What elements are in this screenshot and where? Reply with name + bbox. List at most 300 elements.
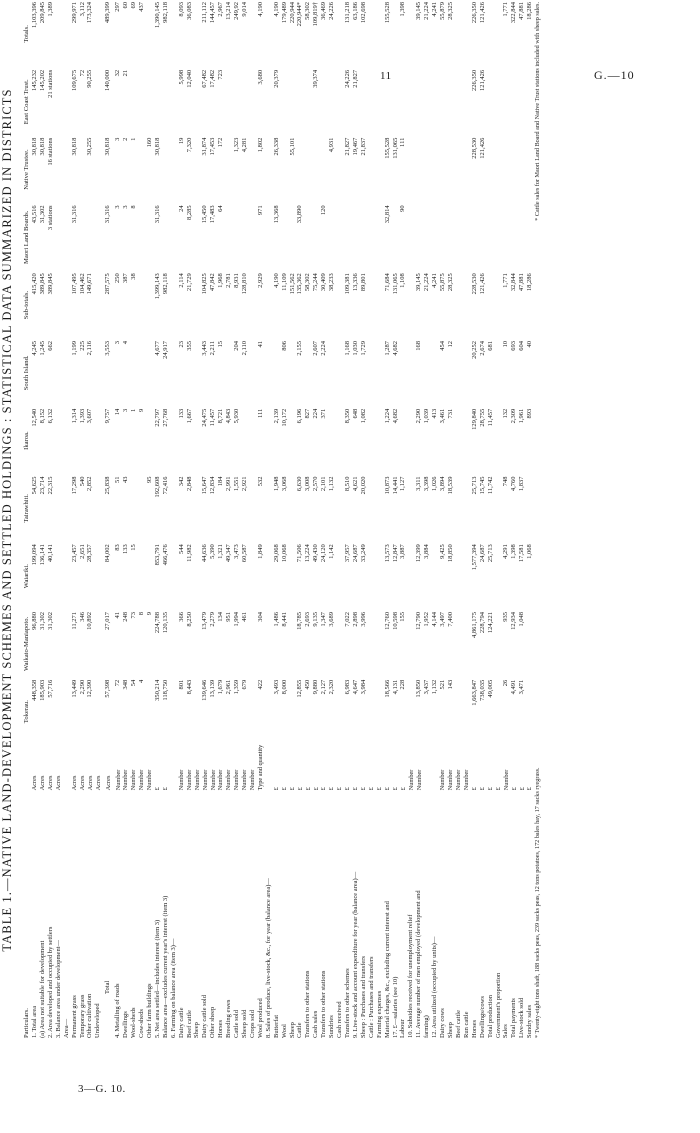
footnote-2: * Cattle sales for Maori Land Board and Native Trust stations included with sheep sales. — [534, 2, 542, 221]
cell-value: 1,771 — [502, 273, 510, 288]
cell-value: 58,302 — [304, 273, 312, 292]
table-row — [320, 0, 328, 1040]
cell-value: 17,453 — [209, 137, 217, 156]
cell-value — [249, 0, 257, 68]
cell-value — [281, 68, 289, 136]
row-label: Cash received — [336, 1001, 344, 1038]
cell-value: 8,093 — [177, 2, 185, 17]
row-label: Dairy cows — [439, 1008, 447, 1038]
cell-value: 1,771 — [502, 2, 510, 17]
cell-value: 1,245 — [38, 340, 46, 356]
cell-value: 4,190 — [272, 2, 280, 17]
cell-value — [368, 407, 376, 475]
cell-value: 461 — [241, 612, 248, 622]
cell-value: 30,818 — [38, 137, 46, 156]
cell-value — [376, 407, 384, 475]
cell-value: 4,281 — [241, 137, 248, 153]
cell-value — [447, 68, 455, 136]
row-label: Transfers to other stations — [304, 970, 312, 1038]
cell-value: 2,848 — [185, 476, 193, 492]
cell-value — [265, 136, 273, 204]
row-unit: £ — [375, 787, 383, 791]
cell-value: 8,441 — [280, 612, 288, 627]
cell-value: 43,516 — [31, 205, 39, 224]
cell-value — [249, 474, 257, 542]
cell-value: 9,880 — [312, 679, 320, 695]
cell-value: 6,630 — [296, 476, 304, 492]
statistical-table — [23, 0, 542, 1040]
cell-value: 18,286 — [526, 273, 534, 292]
cell-value: 64 — [217, 205, 225, 212]
cell-value — [63, 203, 71, 271]
cell-value: 11,271 — [70, 612, 78, 630]
cell-value — [431, 136, 439, 204]
cell-value: 454 — [439, 340, 447, 351]
cell-value: 145,202 — [38, 69, 46, 92]
cell-value — [407, 203, 415, 271]
row-unit — [423, 746, 431, 793]
cell-value: 250 — [114, 273, 122, 283]
row-label: Wool produced — [256, 998, 264, 1038]
cell-value: 41 — [256, 340, 264, 348]
table-row — [233, 0, 241, 1040]
cell-value: 8,250 — [185, 612, 193, 627]
cell-value — [320, 68, 328, 136]
cell-value — [368, 68, 376, 136]
cell-value: 225 — [78, 340, 86, 351]
cell-value: 39,374 — [312, 69, 320, 88]
cell-value — [170, 203, 178, 271]
cell-value: 173,324 — [86, 2, 94, 24]
cell-value: 8 — [138, 612, 146, 616]
row-unit — [431, 746, 439, 793]
cell-value: 155 — [399, 612, 407, 622]
cell-value — [407, 542, 415, 610]
cell-value — [138, 474, 146, 542]
cell-value: 69 — [130, 2, 138, 9]
cell-value — [63, 68, 71, 136]
row-label: Other farm buildings — [145, 983, 153, 1038]
cell-value — [495, 271, 503, 339]
cell-value — [138, 68, 146, 136]
table-row — [122, 0, 130, 1040]
cell-value: 3,068 — [280, 476, 288, 492]
cell-value: 8,000 — [280, 679, 288, 695]
cell-value: 1,679 — [217, 679, 225, 695]
row-label: Cow-sheds — [138, 1009, 146, 1038]
cell-value — [289, 339, 297, 407]
cell-value — [518, 68, 526, 136]
row-label: Wool — [280, 1024, 288, 1038]
cell-value — [336, 474, 344, 542]
column-header-2: Tokerau. — [23, 700, 30, 724]
cell-value: 1,068 — [526, 544, 534, 559]
cell-value: 89,801 — [359, 273, 367, 292]
cell-value — [94, 474, 102, 542]
cell-value: 39,145 — [415, 273, 423, 292]
table-row — [39, 0, 47, 1040]
cell-value: 19 — [177, 137, 185, 145]
cell-value: 15 — [130, 544, 138, 551]
cell-value — [170, 339, 178, 407]
row-unit: £ — [312, 787, 320, 791]
row-unit: Acres — [55, 775, 63, 791]
cell-value: 1,347 — [320, 612, 328, 627]
row-label: Sales — [502, 1024, 510, 1038]
cell-value: 28,357 — [86, 544, 94, 563]
cell-value: 6,132 — [46, 408, 54, 424]
cell-value: 1,199 — [70, 340, 78, 356]
cell-value — [265, 203, 273, 271]
cell-value: 2 — [122, 137, 130, 141]
row-unit: Number — [415, 769, 423, 791]
table-row — [249, 0, 257, 1040]
cell-value: 12 — [446, 340, 454, 348]
table-row — [130, 0, 138, 1040]
cell-value: 1,030 — [351, 340, 359, 356]
table-row — [487, 0, 495, 1040]
cell-value — [407, 136, 415, 204]
table-row — [273, 0, 281, 1040]
cell-value: 192,608 — [153, 476, 161, 498]
cell-value — [170, 68, 178, 136]
cell-value: 199,094 — [31, 544, 39, 566]
cell-value: 20,379 — [272, 69, 280, 88]
cell-value: 109,819† — [312, 2, 320, 27]
cell-value — [249, 407, 257, 475]
cell-value: 1,663,847 — [470, 679, 478, 706]
cell-value: 22,315 — [46, 476, 54, 495]
cell-value: 8,350 — [343, 408, 351, 424]
cell-value: 4,621 — [351, 476, 359, 492]
cell-value — [495, 407, 503, 475]
cell-value — [146, 203, 154, 271]
cell-value: 13,573 — [383, 544, 391, 563]
cell-value: 47,842 — [209, 273, 217, 292]
cell-value: 1,398 — [399, 2, 407, 17]
cell-value — [130, 339, 138, 407]
cell-value — [265, 271, 273, 339]
cell-value: 2,898 — [351, 612, 359, 627]
cell-value: 13,139 — [209, 679, 217, 698]
table-row — [281, 0, 289, 1040]
cell-value — [281, 203, 289, 271]
table-title: TABLE 1.—NATIVE LAND-DEVELOPMENT SCHEMES AND SETTLED HOLDINGS : STATISTICAL DATA SUMMARIZED IN DISTRICTS — [0, 88, 14, 952]
cell-value — [455, 0, 463, 68]
cell-value: 185,903 — [38, 679, 46, 701]
cell-value: 72,416 — [161, 476, 169, 495]
cell-value — [471, 203, 479, 271]
cell-value: 107,495 — [70, 273, 78, 295]
cell-value: 155,528 — [383, 137, 391, 159]
cell-value — [79, 203, 87, 271]
cell-value: 51 — [114, 476, 122, 483]
cell-value: 220,944* — [296, 2, 304, 27]
cell-value: 22,797 — [153, 408, 161, 427]
row-unit: Type and quantity — [257, 744, 265, 791]
cell-value: 366 — [177, 612, 185, 622]
cell-value: 4,861,175 — [470, 612, 478, 639]
cell-value: 13,336 — [351, 273, 359, 292]
cell-value: 15,745 — [478, 476, 486, 495]
table-row — [217, 0, 225, 1040]
table-row — [31, 0, 39, 1040]
cell-value — [463, 136, 471, 204]
cell-value — [265, 0, 273, 68]
cell-value: 220,944 — [288, 2, 296, 24]
cell-value — [55, 271, 63, 339]
cell-value: 2,967 — [217, 2, 225, 17]
cell-value — [495, 610, 503, 678]
cell-value: 84,002 — [104, 544, 112, 563]
row-label: Balance area—excludes current year's interest (item 3) — [161, 895, 169, 1038]
row-label: 9. Live-stock and account expenditure for year (balance area)— — [351, 871, 359, 1038]
table-foot — [534, 0, 542, 1040]
cell-value — [510, 68, 518, 136]
cell-value: 17,482 — [209, 69, 217, 88]
cell-value — [368, 542, 376, 610]
cell-value: 72 — [114, 679, 122, 687]
cell-value: 12,847 — [391, 544, 399, 563]
cell-value: 12,934 — [510, 612, 518, 630]
cell-value: 9,135 — [312, 612, 320, 627]
row-label: Government's proportion — [494, 972, 502, 1038]
cell-value: 57,716 — [46, 679, 54, 698]
cell-value: 10,873 — [383, 476, 391, 495]
row-unit: Number — [177, 769, 185, 791]
cell-value — [336, 678, 344, 746]
row-label: Horses — [470, 1019, 478, 1038]
cell-value — [138, 339, 146, 407]
cell-value: 7,320 — [185, 137, 193, 153]
cell-value: 2,674 — [478, 340, 486, 356]
row-label: Area— — [62, 1018, 70, 1038]
cell-value: 33,249 — [359, 544, 367, 563]
cell-value: 18,785 — [296, 612, 304, 630]
table-row — [328, 0, 336, 1040]
cell-value: 21,224 — [423, 2, 431, 20]
row-label: 8. Sales of produce, live-stock, &c., for year (balance area)— — [264, 878, 272, 1038]
cell-value: 1,132 — [328, 476, 336, 492]
cell-value: 23,714 — [38, 476, 46, 495]
cell-value — [487, 136, 495, 204]
row-unit: Acres — [47, 775, 55, 791]
cell-value: 19,467 — [351, 137, 359, 156]
cell-value: 28,325 — [446, 273, 454, 292]
cell-value — [463, 68, 471, 136]
cell-value: 10,172 — [280, 408, 288, 427]
table-row — [304, 0, 312, 1040]
cell-value — [439, 136, 447, 204]
row-label: farming) — [423, 1015, 431, 1038]
row-label: Cattle sold — [233, 1010, 241, 1038]
cell-value: 104,462 — [78, 273, 86, 295]
cell-value: 4,144 — [431, 612, 439, 627]
cell-value — [376, 136, 384, 204]
cell-value — [249, 203, 257, 271]
cell-value: 11,457 — [486, 408, 494, 427]
cell-value: 13,214 — [225, 2, 233, 20]
cell-value — [94, 0, 102, 68]
row-unit: Number — [114, 769, 122, 791]
cell-value — [376, 678, 384, 746]
table-row — [423, 0, 431, 1040]
row-label: 12. Area utilized (occupied by units)— — [431, 936, 439, 1038]
cell-value — [146, 271, 154, 339]
column-header-4: Waiariki. — [23, 564, 30, 589]
table-row — [241, 0, 249, 1040]
row-unit: Number — [138, 769, 146, 791]
cell-value: 3,437 — [423, 679, 431, 695]
cell-value: 15,450 — [201, 205, 209, 224]
cell-value: 13,368 — [272, 205, 280, 224]
cell-value — [336, 339, 344, 407]
cell-value: 9 — [138, 408, 146, 412]
cell-value: 12,399 — [415, 544, 423, 563]
row-label: Other sheep — [209, 1006, 217, 1038]
cell-value: 121,426 — [478, 2, 486, 24]
row-label: Farming expenses — [375, 990, 383, 1038]
cell-value: 297 — [114, 2, 122, 12]
cell-value: 10 — [502, 340, 510, 348]
cell-value: 3,112 — [78, 2, 86, 17]
cell-value: 36,469 — [320, 2, 328, 20]
cell-value — [368, 678, 376, 746]
cell-value — [63, 271, 71, 339]
row-unit: Acres — [31, 775, 39, 791]
row-label: Dwellings — [122, 1011, 130, 1038]
cell-value: 134 — [217, 612, 225, 622]
row-unit: Number — [241, 769, 249, 791]
cell-value: 1,142 — [328, 544, 336, 559]
cell-value — [518, 203, 526, 271]
cell-value: 155,528 — [383, 2, 391, 24]
cell-value — [336, 271, 344, 339]
cell-value — [193, 339, 201, 407]
cell-value — [407, 68, 415, 136]
cell-value: 28,755 — [478, 408, 486, 427]
cell-value — [352, 203, 360, 271]
cell-value: 8,152 — [38, 408, 46, 424]
cell-value — [63, 136, 71, 204]
cell-value — [360, 203, 368, 271]
cell-value: 1,399,143 — [153, 273, 161, 300]
cell-value — [455, 68, 463, 136]
row-label: Dairy cattle — [177, 1007, 185, 1038]
cell-value: 951 — [225, 612, 233, 622]
row-unit: Number — [193, 769, 201, 791]
cell-value — [55, 136, 63, 204]
cell-value: 2,991 — [225, 476, 233, 492]
cell-value: 681 — [486, 340, 494, 351]
cell-value: 662 — [46, 340, 54, 351]
cell-value — [233, 68, 241, 136]
row-unit: £ — [518, 787, 526, 791]
cell-value — [399, 68, 407, 136]
row-unit: £ — [336, 787, 344, 791]
cell-value: 145,232 — [31, 69, 39, 92]
column-header-5: Tairawhiti. — [23, 494, 30, 523]
cell-value: 2,116 — [86, 340, 94, 356]
cell-value — [170, 0, 178, 68]
row-label: Sheep sold — [241, 1009, 248, 1038]
cell-value: 37,957 — [343, 544, 351, 563]
cell-value — [526, 203, 534, 271]
cell-value: 29,068 — [272, 544, 280, 563]
cell-value: 422 — [256, 679, 264, 690]
cell-value: 10,892 — [86, 612, 94, 630]
column-header-12: Totals. — [23, 25, 30, 43]
cell-value — [130, 68, 138, 136]
cell-value: 299,971 — [70, 2, 78, 24]
cell-value — [368, 0, 376, 68]
row-label: Sheep — [446, 1022, 454, 1038]
cell-value — [193, 0, 201, 68]
cell-value: 12,855 — [296, 679, 304, 698]
cell-value — [495, 68, 503, 136]
row-unit: Acres — [86, 775, 94, 791]
cell-value: 24,226 — [328, 2, 336, 20]
table-row — [368, 0, 376, 1040]
row-label: Live-stock sold — [518, 997, 526, 1038]
cell-value — [241, 68, 249, 136]
cell-value: 38,233 — [328, 273, 336, 292]
cell-value — [154, 68, 162, 136]
cell-value: 149,671 — [86, 273, 94, 295]
cell-value: 8,285 — [185, 205, 193, 221]
cell-value — [265, 542, 273, 610]
cell-value: 3,473 — [233, 544, 241, 559]
cell-value: 3,887 — [399, 544, 407, 559]
cell-value: 228 — [399, 679, 407, 690]
cell-value: 228,794 — [478, 612, 486, 634]
row-unit: Number — [249, 769, 257, 791]
cell-value: 32 — [114, 69, 122, 77]
row-unit: £ — [162, 787, 170, 791]
cell-value: 30,818 — [104, 137, 112, 156]
cell-value: 11,109 — [280, 273, 288, 291]
cell-value — [249, 136, 257, 204]
row-label: Beef cattle — [185, 1010, 193, 1038]
cell-value — [55, 678, 63, 746]
cell-value: 4,245 — [31, 340, 39, 356]
cell-value: 6,196 — [296, 408, 304, 424]
cell-value — [360, 68, 368, 136]
cell-value: 1,968 — [217, 273, 225, 288]
cell-value: 118,750 — [161, 679, 169, 701]
cell-value — [138, 203, 146, 271]
cell-value: 32,814 — [383, 205, 391, 224]
cell-value: 2,781 — [225, 273, 233, 288]
table-row — [114, 0, 122, 1040]
cell-value: 8,721 — [217, 408, 225, 424]
cell-value: 31,302 — [38, 612, 46, 630]
row-unit: £ — [383, 787, 391, 791]
cell-value: 49,347 — [225, 544, 233, 563]
column-header-9: Maori Land Boards. — [23, 210, 30, 264]
cell-value — [407, 339, 415, 407]
row-label: Sheep : Purchases and transfers — [359, 956, 367, 1038]
cell-value — [312, 136, 320, 204]
cell-value: 33,890 — [296, 205, 304, 224]
row-unit: £ — [352, 787, 360, 791]
cell-value: 801 — [177, 679, 185, 690]
cell-value — [328, 203, 336, 271]
table-row — [209, 0, 217, 1040]
row-label: (a) Area not suitable for development — [38, 940, 46, 1038]
cell-value: 128,810 — [241, 273, 248, 295]
cell-value — [487, 68, 495, 136]
